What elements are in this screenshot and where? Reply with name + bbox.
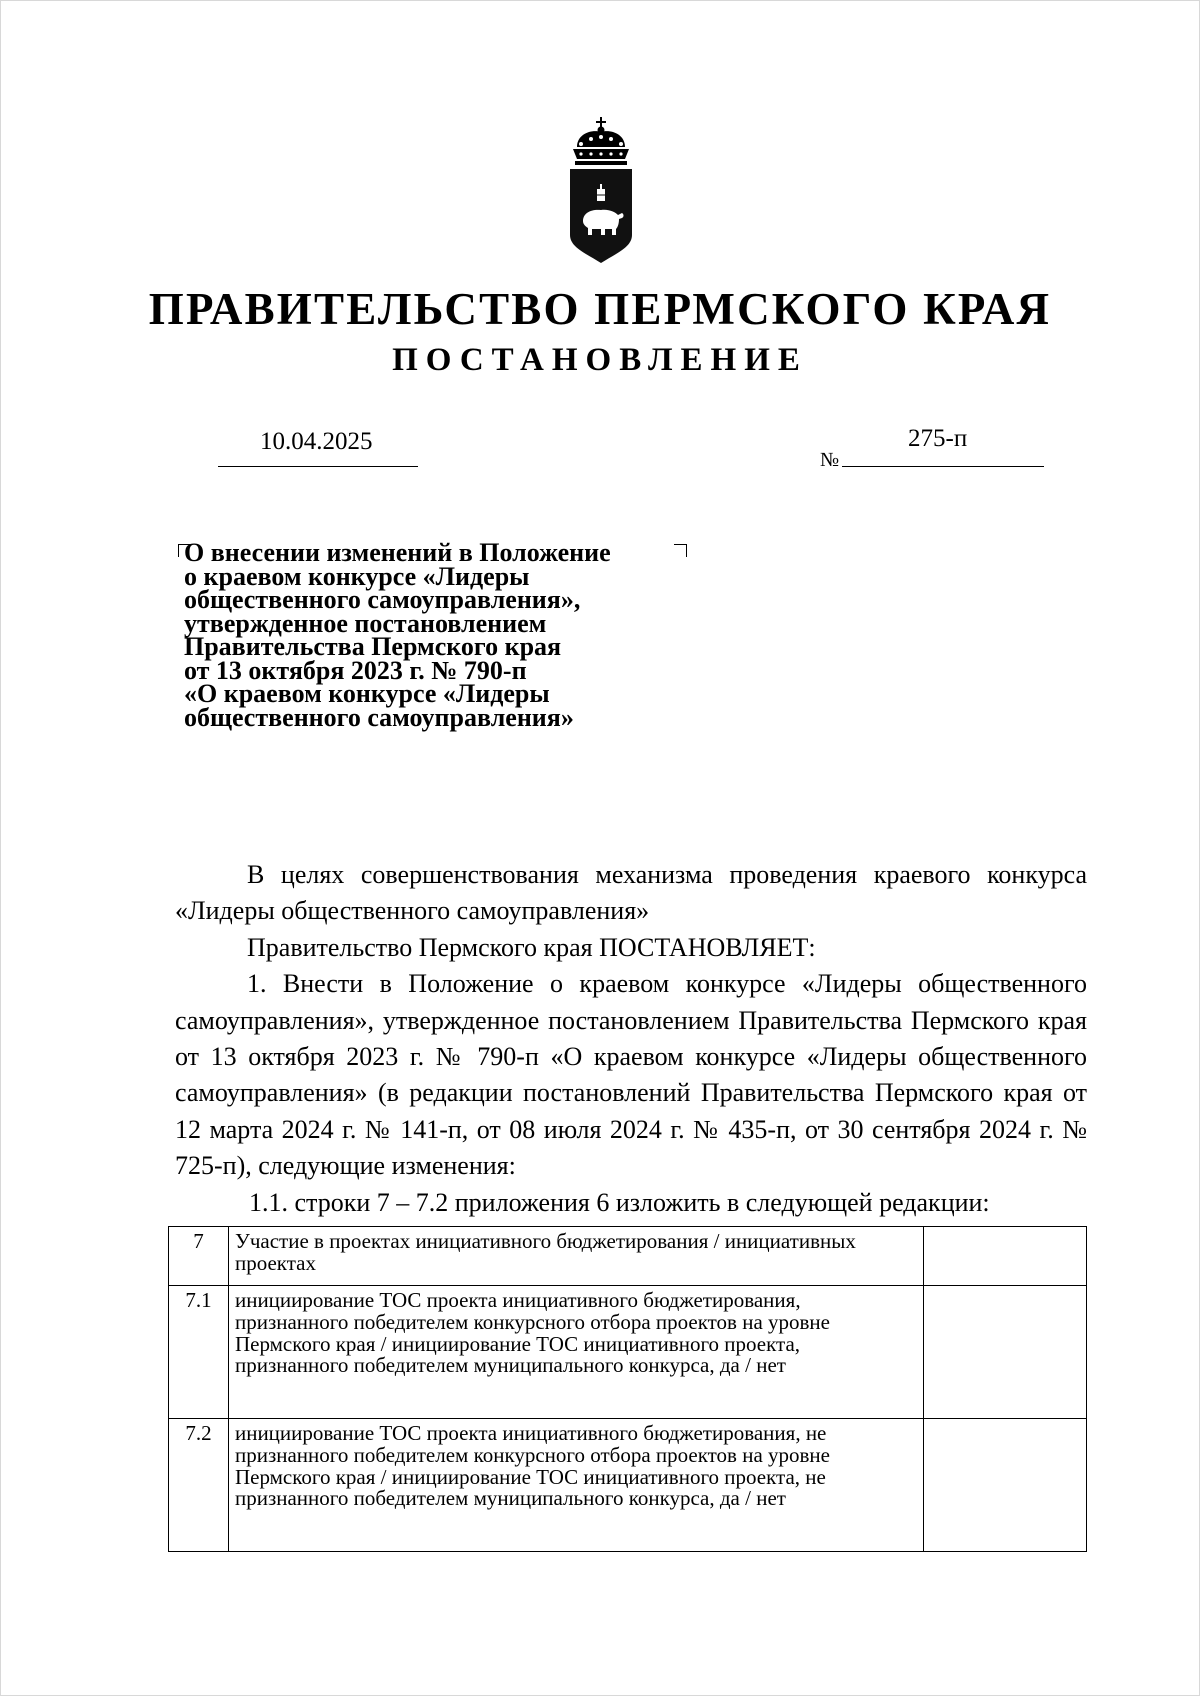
preamble-paragraph: В целях совершенствования механизма проведения краевого конкурса «Лидеры общественного самоуправления» xyxy=(175,860,1087,926)
number-sign: № xyxy=(820,449,840,471)
item-1-paragraph: 1. Внести в Положение о краевом конкурсе «Лидеры общественного самоуправления», утвержденное постановлением Правительства Пермского края от 13 октября 2023 г. № 790-п «О краевом конкурсе «Лидеры общественного самоуправления» (в редакции постановлений Правительства Пермского края от 12 марта 2024 г. № 141-п, от 08 июля 2024 г. № 435-п, от 30 сентября 2024 г. № 725-п), следующие изменения: xyxy=(175,969,1087,1181)
row-text-cell: инициирование ТОС проекта инициативного бюджетирования, признанного победителем конкурсного отбора проектов на уровне Пермского края / инициирование ТОС инициативного проекта, признанного победителем муниципального конкурса, да / нет xyxy=(228,1286,923,1419)
row-text-cell: инициирование ТОС проекта инициативного бюджетирования, не признанного победителем конкурсного отбора проектов на уровне Пермского края / инициирование ТОС инициативного проекта, не признанного победителем муниципального конкурса, да / нет xyxy=(228,1419,923,1552)
date-underline xyxy=(218,466,418,467)
item-1-1-paragraph: 1.1. строки 7 – 7.2 приложения 6 изложить в следующей редакции: xyxy=(249,1187,990,1217)
document-type: ПОСТАНОВЛЕНИЕ xyxy=(392,342,808,378)
row-number-cell: 7.2 xyxy=(169,1419,229,1552)
document-date: 10.04.2025 xyxy=(260,428,373,455)
subject-line: утвержденное постановлением xyxy=(184,608,547,638)
amendment-table xyxy=(168,1226,1087,1552)
subject-line: общественного самоуправления», xyxy=(184,585,581,614)
number-underline xyxy=(842,466,1044,467)
subject-line: о краевом конкурсе «Лидеры xyxy=(184,561,530,591)
document-subject xyxy=(184,538,664,732)
row-number-cell: 7 xyxy=(169,1227,229,1286)
subject-line: от 13 октября 2023 г. № 790-п xyxy=(184,655,527,685)
subject-line: общественного самоуправления» xyxy=(184,702,574,732)
row-value-cell xyxy=(924,1419,1087,1552)
subject-line: «О краевом конкурсе «Лидеры xyxy=(184,679,550,708)
table-row xyxy=(169,1227,1087,1286)
subject-corner-right xyxy=(674,544,687,557)
government-title: ПРАВИТЕЛЬСТВО ПЕРМСКОГО КРАЯ xyxy=(148,284,1052,334)
row-number-cell: 7.1 xyxy=(169,1286,229,1419)
table-row xyxy=(169,1286,1087,1419)
row-value-cell xyxy=(924,1286,1087,1419)
resolve-paragraph: Правительство Пермского края ПОСТАНОВЛЯЕТ: xyxy=(247,932,816,962)
perm-krai-coat-of-arms-icon xyxy=(567,117,635,267)
row-value-cell xyxy=(924,1227,1087,1286)
document-number: 275-п xyxy=(908,425,968,452)
table-row xyxy=(169,1419,1087,1552)
document-body xyxy=(175,857,1087,1221)
subject-line: О внесении изменений в Положение xyxy=(184,538,611,567)
row-text-cell: Участие в проектах инициативного бюджетирования / инициативных проектах xyxy=(228,1227,923,1286)
subject-line: Правительства Пермского края xyxy=(184,632,562,661)
